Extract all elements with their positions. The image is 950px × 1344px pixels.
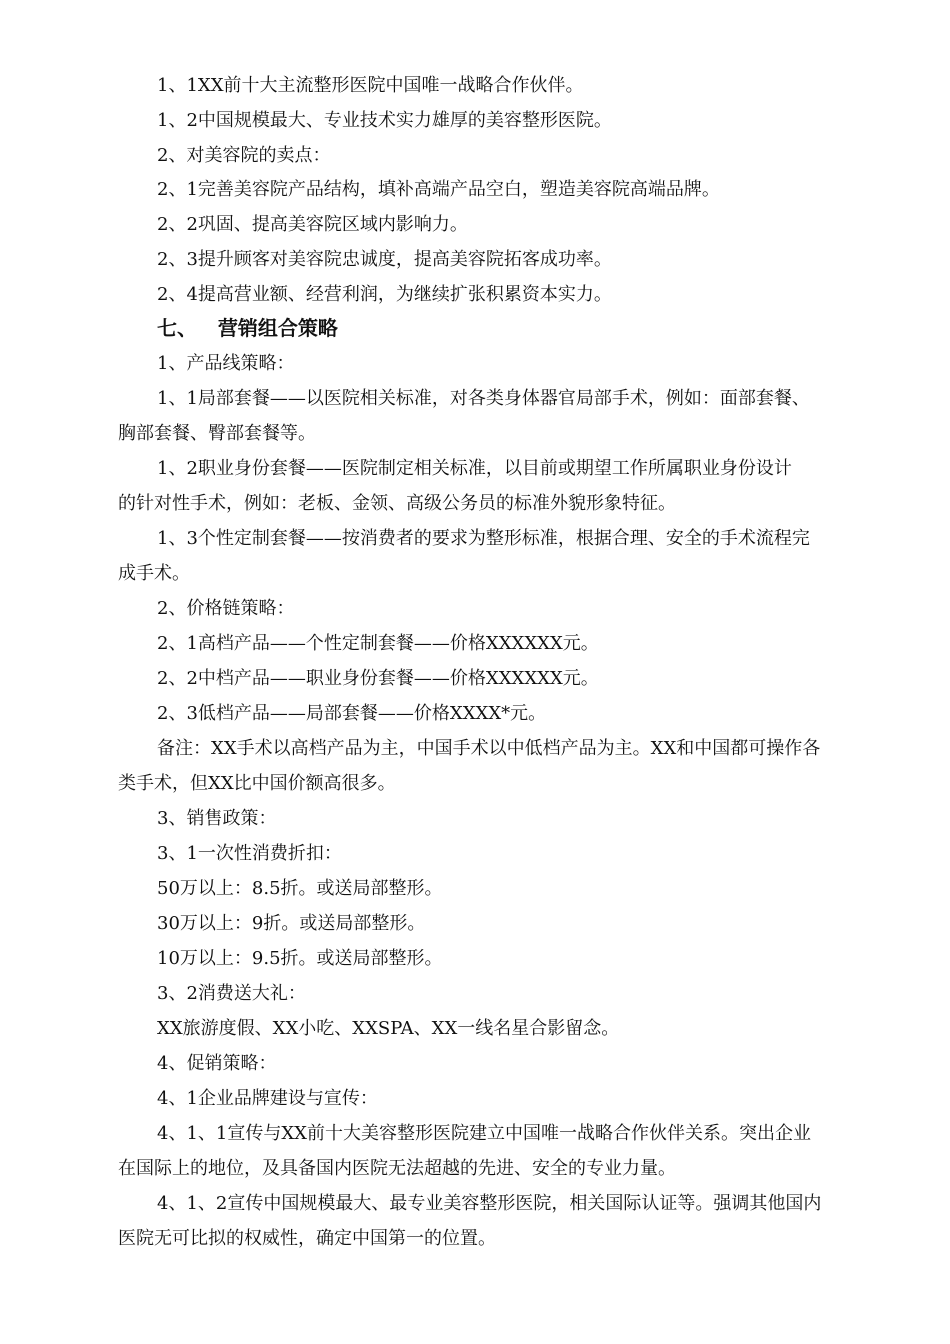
text-line: 3、1一次性消费折扣： xyxy=(157,843,342,864)
text-line: 4、1、1宣传与XX前十大美容整形医院建立中国唯一战略合作伙伴关系。突出企业 xyxy=(157,1123,811,1144)
text-line: 1、1局部套餐——以医院相关标准，对各类身体器官局部手术，例如：面部套餐、 xyxy=(157,388,810,409)
text-line: 3、销售政策： xyxy=(157,808,277,829)
text-line: 在国际上的地位，及具备国内医院无法超越的先进、安全的专业力量。 xyxy=(118,1158,676,1179)
text-line: 2、2中档产品——职业身份套餐——价格XXXXXX元。 xyxy=(157,668,599,689)
text-line: 2、1完善美容院产品结构，填补高端产品空白，塑造美容院高端品牌。 xyxy=(157,179,720,200)
text-line: 1、2中国规模最大、专业技术实力雄厚的美容整形医院。 xyxy=(157,110,612,131)
text-line: 3、2消费送大礼： xyxy=(157,983,306,1004)
section-heading: 七、 营销组合策略 xyxy=(157,316,338,340)
text-line: 30万以上：9折。或送局部整形。 xyxy=(157,913,426,934)
text-line: 备注：XX手术以高档产品为主，中国手术以中低档产品为主。XX和中国都可操作各 xyxy=(157,738,821,759)
text-line: 1、2职业身份套餐——医院制定相关标准，以目前或期望工作所属职业身份设计 xyxy=(157,458,792,479)
text-line: 10万以上：9.5折。或送局部整形。 xyxy=(157,948,443,969)
text-line: 的针对性手术，例如：老板、金领、高级公务员的标准外貌形象特征。 xyxy=(118,493,676,514)
text-line: 类手术，但XX比中国价额高很多。 xyxy=(118,773,396,794)
text-line: 1、3个性定制套餐——按消费者的要求为整形标准，根据合理、安全的手术流程完 xyxy=(157,528,810,549)
text-line: 50万以上：8.5折。或送局部整形。 xyxy=(157,878,443,899)
text-line: 医院无可比拟的权威性，确定中国第一的位置。 xyxy=(118,1228,496,1249)
text-line: 成手术。 xyxy=(118,563,190,584)
text-line: XX旅游度假、XX小吃、XXSPA、XX一线名星合影留念。 xyxy=(157,1018,620,1039)
text-line: 2、价格链策略： xyxy=(157,598,295,619)
text-line: 胸部套餐、臀部套餐等。 xyxy=(118,423,316,444)
text-line: 2、对美容院的卖点： xyxy=(157,145,331,166)
text-line: 2、3提升顾客对美容院忠诚度，提高美容院拓客成功率。 xyxy=(157,249,612,270)
text-line: 4、促销策略： xyxy=(157,1053,277,1074)
text-line: 2、1高档产品——个性定制套餐——价格XXXXXX元。 xyxy=(157,633,599,654)
text-line: 2、3低档产品——局部套餐——价格XXXX*元。 xyxy=(157,703,547,724)
text-line: 2、2巩固、提高美容院区域内影响力。 xyxy=(157,214,468,235)
text-line: 4、1企业品牌建设与宣传： xyxy=(157,1088,378,1109)
text-line: 4、1、2宣传中国规模最大、最专业美容整形医院，相关国际认证等。强调其他国内 xyxy=(157,1193,822,1214)
text-line: 1、产品线策略： xyxy=(157,353,295,374)
text-line: 1、1XX前十大主流整形医院中国唯一战略合作伙伴。 xyxy=(157,75,584,96)
text-line: 2、4提高营业额、经营利润，为继续扩张积累资本实力。 xyxy=(157,284,612,305)
